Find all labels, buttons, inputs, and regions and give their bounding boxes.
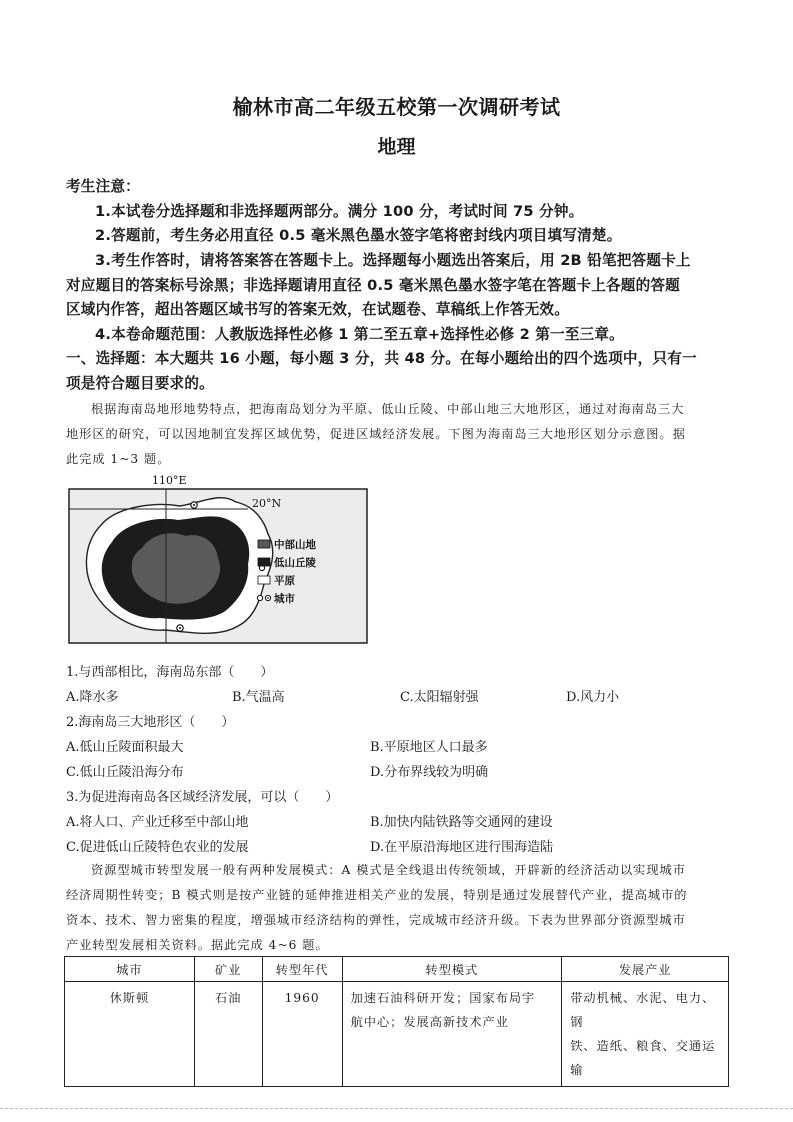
notice-item-4: 4.本卷命题范围：人教版选择性必修 1 第二至五章+选择性必修 2 第一至三章。 xyxy=(95,326,624,343)
cell-mode xyxy=(342,982,562,1087)
passage2-line-3: 资本、技术、智力密集的程度，增强城市经济结构的弹性，完成城市经济升级。下表为世界部分资源型城市 xyxy=(66,913,686,927)
passage2-line-2: 经济周期性转变；B 模式则是按产业链的延伸推进相关产业的发展，特别是通过发展替代产业，提高城市的 xyxy=(66,888,688,902)
page-bottom-rule xyxy=(0,1108,793,1109)
legend-swatch-hills xyxy=(258,558,270,566)
cell-mode-line-1: 加速石油科研开发；国家布局宇 xyxy=(350,991,536,1005)
question-2-option-c: C.低山丘陵沿海分布 xyxy=(66,765,184,780)
notice-item-2: 2.答题前，考生务必用直径 0.5 毫米黑色墨水签字笔将密封线内项目填写清楚。 xyxy=(95,227,622,244)
cell-industry xyxy=(562,982,729,1087)
question-2-option-a: A.低山丘陵面积最大 xyxy=(66,740,184,755)
longitude-label: 110°E xyxy=(152,474,187,487)
question-2-stem: 2.海南岛三大地形区（ ） xyxy=(66,715,235,730)
legend-swatch-mountain xyxy=(258,540,270,548)
cell-mineral: 石油 xyxy=(194,982,262,1087)
cell-city: 休斯顿 xyxy=(65,982,195,1087)
legend-swatch-plain xyxy=(258,576,270,584)
section-heading-line-1: 一、选择题：本大题共 16 小题，每小题 3 分，共 48 分。在每小题给出的四个选项中，只有一 xyxy=(66,350,697,367)
passage2-line-1: 资源型城市转型发展一般有两种发展模式：A 模式是全线退出传统领域，开辟新的经济活动以实现城市 xyxy=(91,863,686,877)
legend-label-city: 城市 xyxy=(274,593,295,605)
question-1-option-a: A.降水多 xyxy=(66,690,119,705)
exam-title: 榆林市高二年级五校第一次调研考试 xyxy=(232,95,561,119)
cell-mode-line-2: 航中心；发展高新技术产业 xyxy=(350,1015,509,1029)
legend-label-plain: 平原 xyxy=(274,575,295,587)
question-1-option-b: B.气温高 xyxy=(232,690,285,705)
passage2-line-4: 产业转型发展相关资料。据此完成 4~6 题。 xyxy=(66,938,329,952)
table-header-industry: 发展产业 xyxy=(562,957,729,982)
notice-item-3-line-1: 3.考生作答时，请将答案答在答题卡上。选择题每小题选出答案后，用 2B 铅笔把答题卡上 xyxy=(95,252,691,269)
table-header-mineral: 矿业 xyxy=(194,957,262,982)
table-row xyxy=(65,982,729,1087)
table-header-row xyxy=(65,957,729,982)
notice-item-1: 1.本试卷分选择题和非选择题两部分。满分 100 分，考试时间 75 分钟。 xyxy=(95,203,584,220)
question-3-option-c: C.促进低山丘陵特色农业的发展 xyxy=(66,840,249,855)
passage1-line-1: 根据海南岛地形地势特点，把海南岛划分为平原、低山丘陵、中部山地三大地形区，通过对海南岛三大 xyxy=(91,402,685,416)
city-marker-dot xyxy=(179,627,181,629)
legend-label-mountain: 中部山地 xyxy=(274,539,316,551)
question-3-stem: 3.为促进海南岛各区域经济发展，可以（ ） xyxy=(66,790,339,805)
table-header-year: 转型年代 xyxy=(262,957,342,982)
cell-industry-line-1: 带动机械、水泥、电力、钢 xyxy=(570,991,716,1029)
cell-year: 1960 xyxy=(262,982,342,1087)
passage1-line-2: 地形区的研究，可以因地制宜发挥区域优势，促进区域经济发展。下图为海南岛三大地形区划分示意图。据 xyxy=(66,427,686,441)
hainan-terrain-map xyxy=(68,472,368,644)
legend-city-symbol-1 xyxy=(257,595,262,600)
question-2-option-b: B.平原地区人口最多 xyxy=(370,740,488,755)
question-2-option-d: D.分布界线较为明确 xyxy=(370,765,489,780)
notice-heading: 考生注意： xyxy=(66,178,140,195)
table-header-city: 城市 xyxy=(65,957,195,982)
question-1-option-d: D.风力小 xyxy=(566,690,620,705)
question-3-option-a: A.将人口、产业迁移至中部山地 xyxy=(66,815,249,830)
latitude-label: 20°N xyxy=(252,497,282,510)
table-header-mode: 转型模式 xyxy=(342,957,562,982)
question-3-option-d: D.在平原沿海地区进行围海造陆 xyxy=(370,840,554,855)
notice-item-3-line-3: 区域内作答，超出答题区域书写的答案无效，在试题卷、草稿纸上作答无效。 xyxy=(66,301,569,318)
section-heading-line-2: 项是符合题目要求的。 xyxy=(66,375,214,392)
legend-label-hills: 低山丘陵 xyxy=(274,557,316,569)
question-1-stem: 1.与西部相比，海南岛东部（ ） xyxy=(66,665,274,680)
legend-city-symbol-dot xyxy=(267,597,269,599)
city-marker-dot xyxy=(193,504,195,506)
passage1-line-3: 此完成 1~3 题。 xyxy=(66,452,171,466)
resource-city-table xyxy=(64,956,729,1087)
subject-title: 地理 xyxy=(377,136,416,158)
cell-industry-line-2: 铁、造纸、粮食、交通运输 xyxy=(570,1039,716,1077)
notice-item-3-line-2: 对应题目的答案标号涂黑；非选择题请用直径 0.5 毫米黑色墨水签字笔在答题卡上各题的答题 xyxy=(66,277,680,294)
question-1-option-c: C.太阳辐射强 xyxy=(400,690,479,705)
question-3-option-b: B.加快内陆铁路等交通网的建设 xyxy=(370,815,553,830)
